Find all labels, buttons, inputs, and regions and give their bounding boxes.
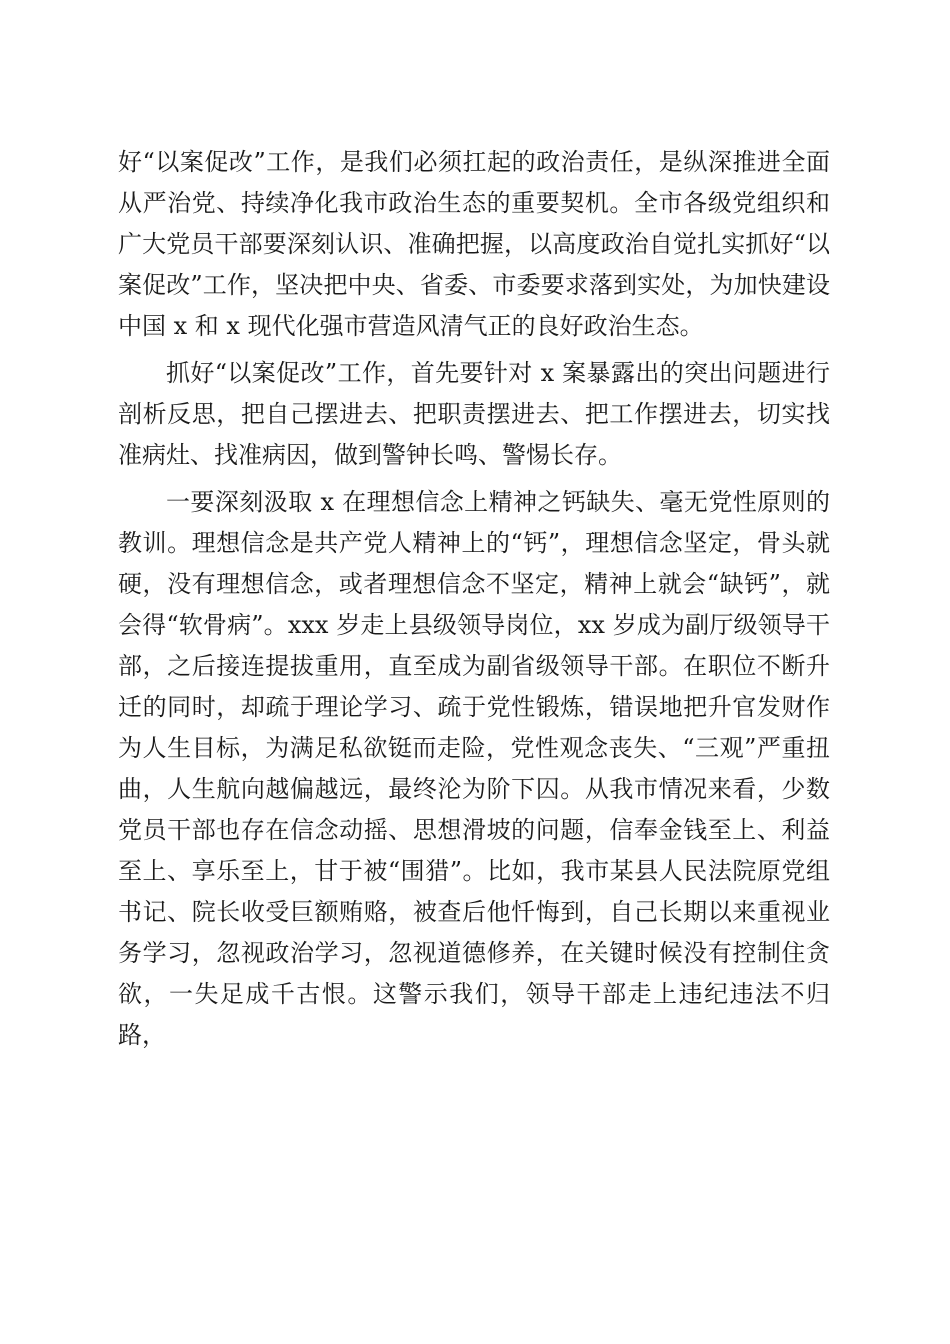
paragraph-lesson-one: 一要深刻汲取 x 在理想信念上精神之钙缺失、毫无党性原则的教训。理想信念是共产党人精神上的“钙”，理想信念坚定，骨头就硬，没有理想信念，或者理想信念不坚定，精神上就会“缺钙”，就会得“软骨病”。xxx 岁走上县级领导岗位，xx 岁成为副厅级领导干部，之后接连提拔重用，直至成为副省级领导干部。在职位不断升迁的同时，却疏于理论学习、疏于党性锻炼，错误地把升官发财作为人生目标，为满足私欲铤而走险，党性观念丧失、“三观”严重扭曲，人生航向越偏越远，最终沦为阶下囚。从我市情况来看，少数党员干部也存在信念动摇、思想滑坡的问题，信奉金钱至上、利益至上、享乐至上，甘于被“围猎”。比如，我市某县人民法院原党组书记、院长收受巨额贿赂，被查后他忏悔到，自己长期以来重视业务学习，忽视政治学习，忽视道德修养，在关键时候没有控制住贪欲，一失足成千古恨。这警示我们，领导干部走上违纪违法不归路， (118, 488, 830, 1049)
paragraph-continued: 好“以案促改”工作，是我们必须扛起的政治责任，是纵深推进全面从严治党、持续净化我市政治生态的重要契机。全市各级党组织和广大党员干部要深刻认识、准确把握，以高度政治自觉扎实抓好“以案促改”工作，坚决把中央、省委、市委要求落到实处，为加快建设中国 x 和 x 现代化强市营造风清气正的良好政治生态。 (118, 148, 830, 340)
document-body (118, 142, 830, 1056)
paragraph-case-reform: 抓好“以案促改”工作，首先要针对 x 案暴露出的突出问题进行剖析反思，把自己摆进去、把职责摆进去、把工作摆进去，切实找准病灶、找准病因，做到警钟长鸣、警惕长存。 (118, 359, 830, 469)
